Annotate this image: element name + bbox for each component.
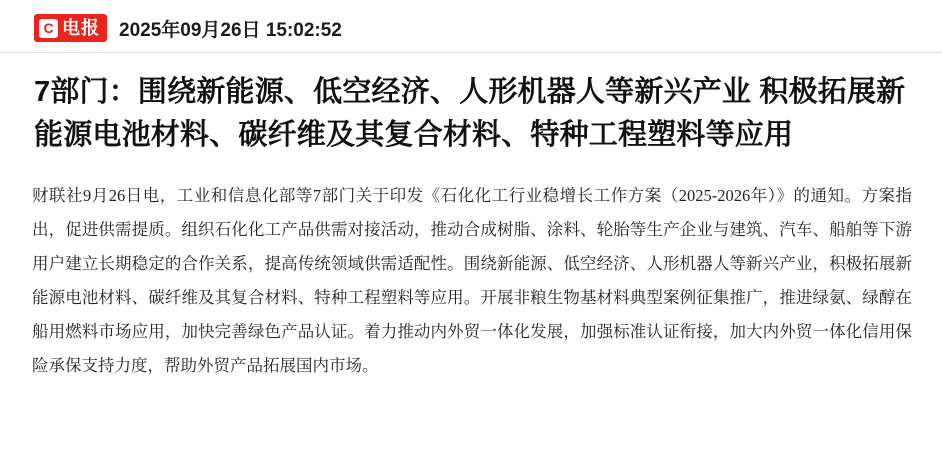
brand-name: 电报 [62, 18, 100, 38]
brand-logo-icon: C [39, 19, 58, 38]
article-body: 财联社9月26日电，工业和信息化部等7部门关于印发《石化化工行业稳增长工作方案（2025-2026年）》的通知。方案指出，促进供需提质。组织石化化工产品供需对接活动，推动合成树脂、涂料、轮胎等生产企业与建筑、汽车、船舶等下游用户建立长期稳定的合作关系，提高传统领域供需适配性。围绕新能源、低空经济、人形机器人等新兴产业，积极拓展新能源电池材料、碳纤维及其复合材料、特种工程塑料等应用。开展非粮生物基材料典型案例征集推广，推进绿氨、绿醇在船用燃料市场应用，加快完善绿色产品认证。着力推动内外贸一体化发展，加强标准认证衔接，加大内外贸一体化信用保险承保支持力度，帮助外贸产品拓展国内市场。 [32, 186, 912, 375]
brand-badge [34, 14, 107, 42]
page-header [0, 0, 942, 52]
page-title: 7部门：围绕新能源、低空经济、人形机器人等新兴产业 积极拓展新能源电池材料、碳纤维及其复合材料、特种工程塑料等应用 [34, 76, 906, 151]
publish-timestamp: 2025年09月26日 15:02:52 [119, 19, 342, 41]
header-divider [0, 52, 942, 53]
